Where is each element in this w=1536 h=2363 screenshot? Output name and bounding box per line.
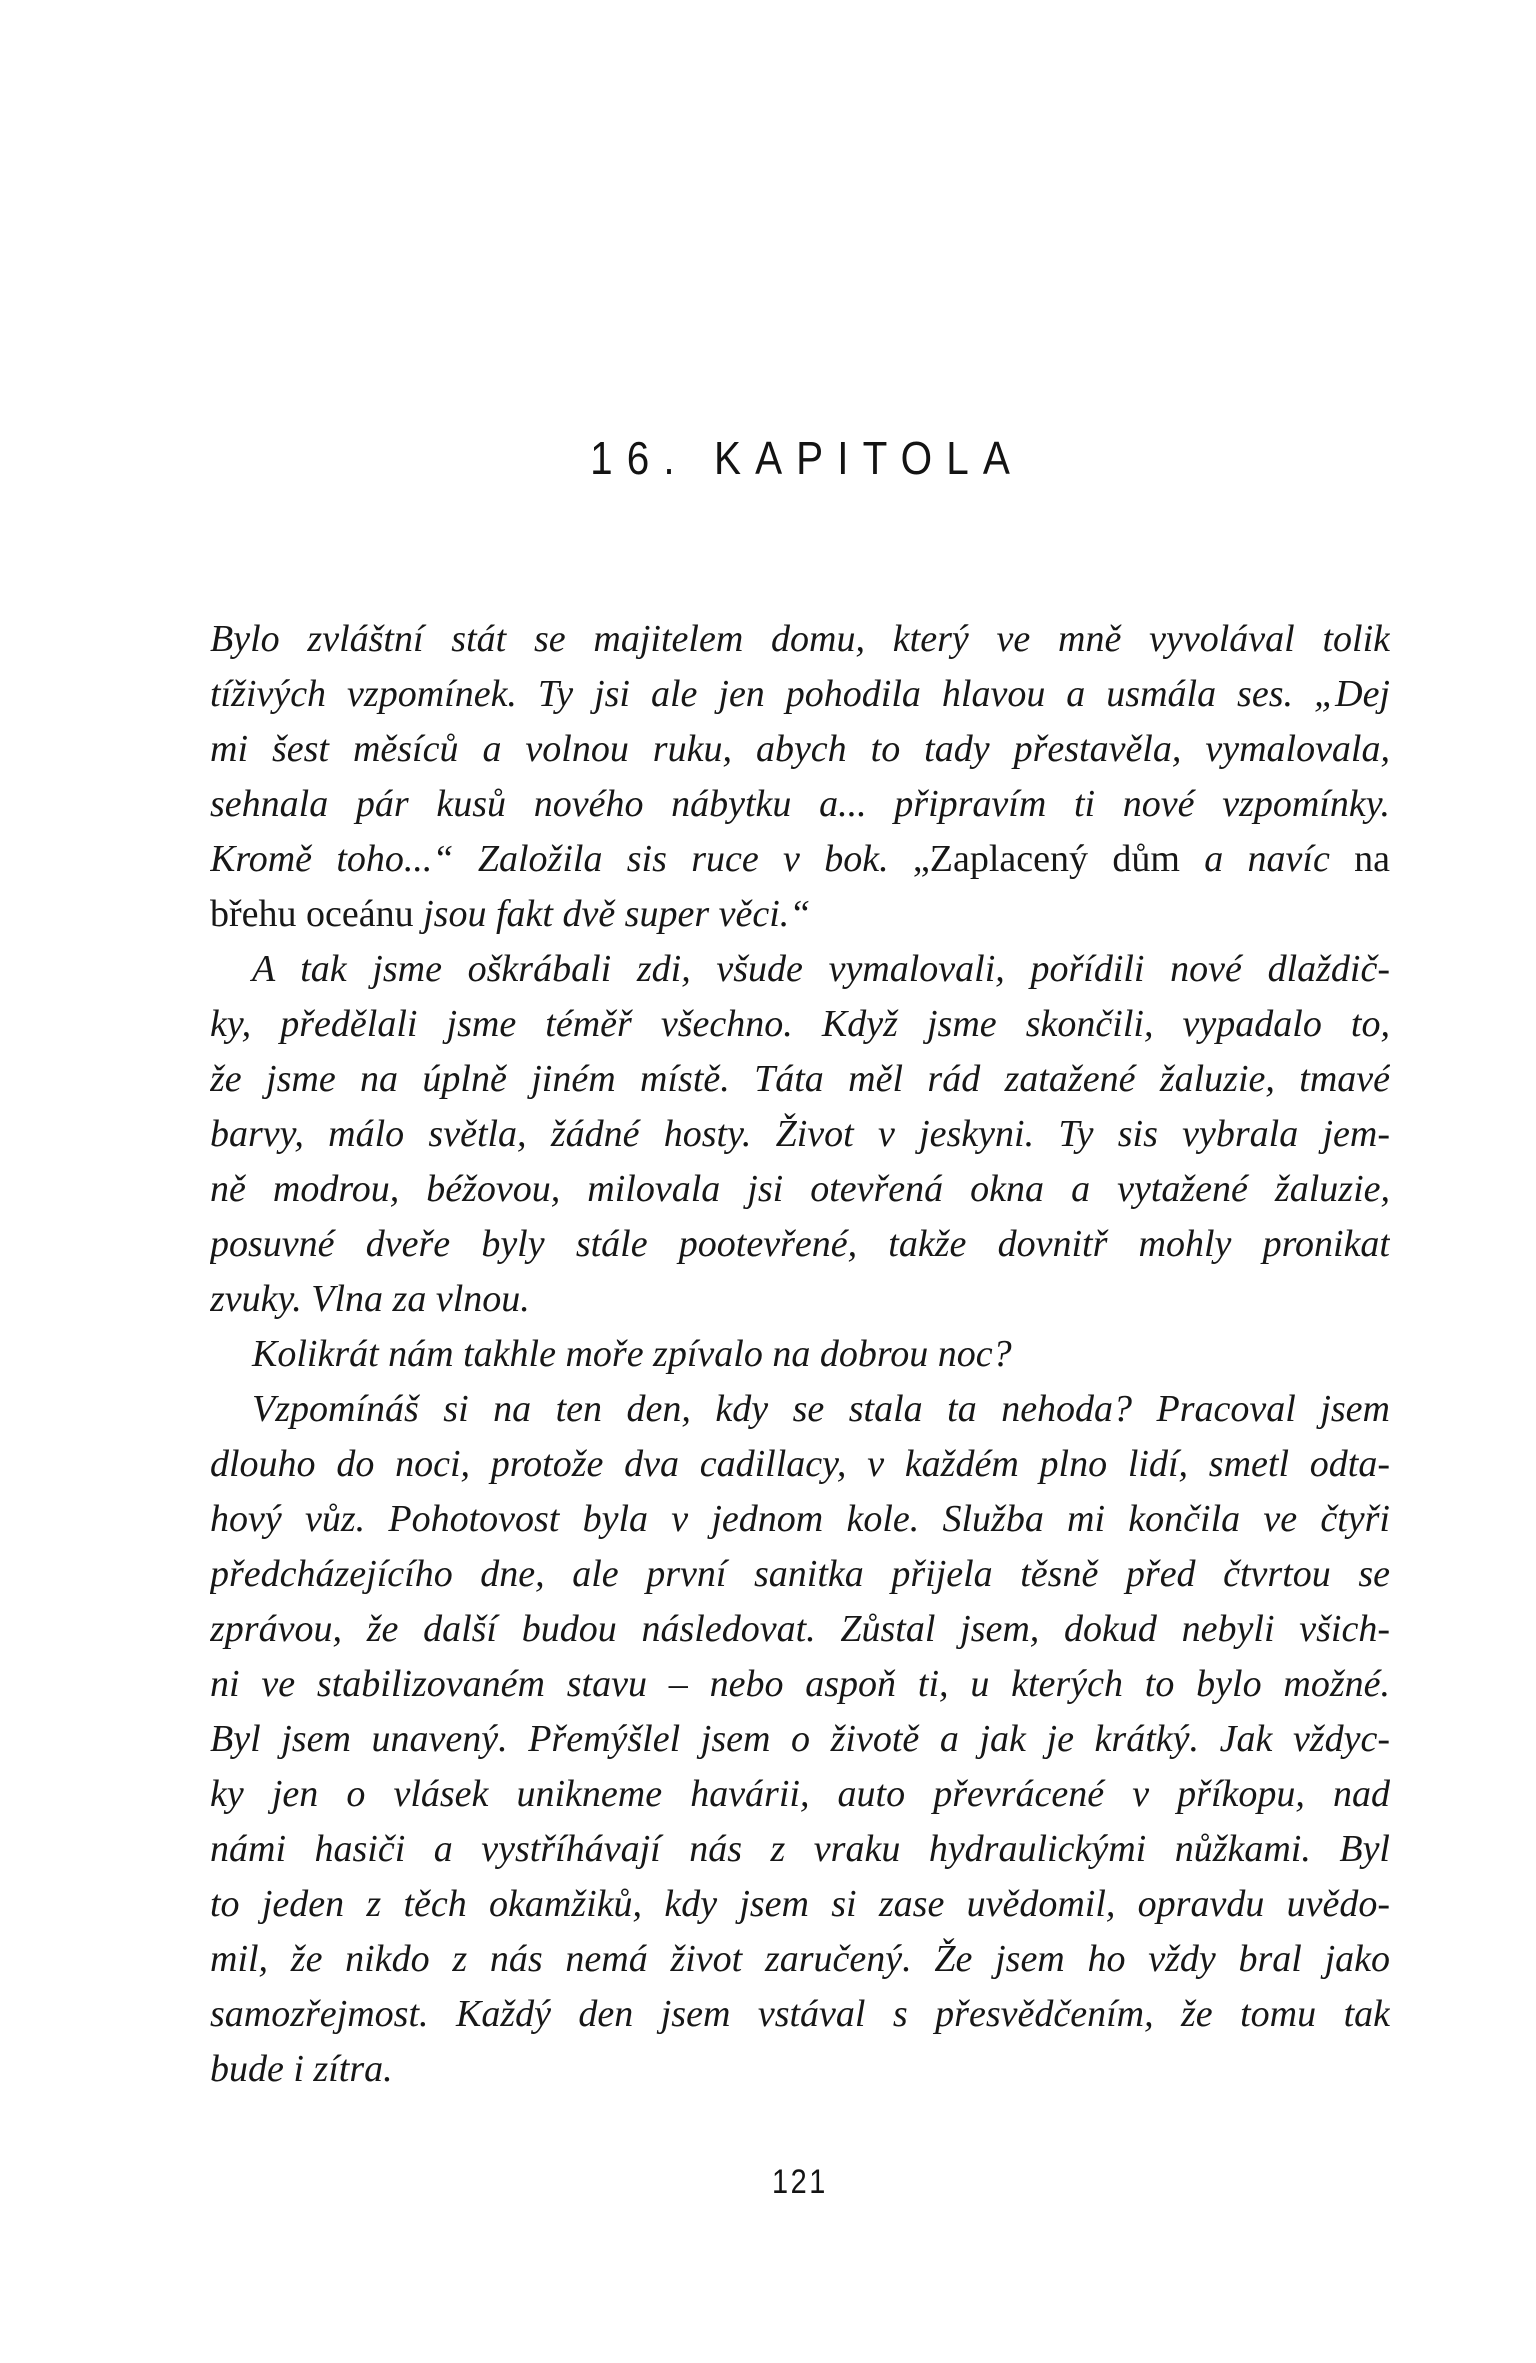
- body-line: [210, 1052, 1390, 1107]
- body-line: [210, 777, 1390, 832]
- body-line: [210, 1382, 1390, 1437]
- italic-text-run: A tak jsme oškrábali zdi, všude vymalovali, pořídili nové dlaždič-: [252, 948, 1390, 990]
- body-line: [210, 1877, 1390, 1932]
- body-line: [210, 1987, 1390, 2042]
- paragraph: [210, 612, 1390, 942]
- paragraph: [210, 1327, 1390, 1382]
- italic-text-run: zvuky. Vlna za vlnou.: [210, 1278, 530, 1320]
- italic-text-run: že jsme na úplně jiném místě. Táta měl rád zatažené žaluzie, tmavé: [210, 1058, 1390, 1100]
- body-line: [210, 1217, 1390, 1272]
- italic-text-run: Vzpomínáš si na ten den, kdy se stala ta nehoda? Pracoval jsem: [252, 1388, 1390, 1430]
- roman-text-run: na: [1354, 838, 1390, 880]
- body-line: [210, 997, 1390, 1052]
- italic-text-run: mil, že nikdo z nás nemá život zaručený. Že jsem ho vždy bral jako: [210, 1938, 1390, 1980]
- body-line: [210, 1932, 1390, 1987]
- paragraph: [210, 1382, 1390, 2097]
- italic-text-run: jsou fakt dvě super věci.“: [423, 893, 811, 935]
- italic-text-run: ky, předělali jsme téměř všechno. Když jsme skončili, vypadalo to,: [210, 1003, 1390, 1045]
- body-line: [210, 1657, 1390, 1712]
- body-line: [210, 1767, 1390, 1822]
- body-line: [210, 1107, 1390, 1162]
- body-line: [210, 722, 1390, 777]
- italic-text-run: námi hasiči a vystříhávají nás z vraku hydraulickými nůžkami. Byl: [210, 1828, 1390, 1870]
- body-line: [210, 1162, 1390, 1217]
- roman-text-run: „Zaplacený dům: [912, 838, 1205, 880]
- body-line: [210, 1822, 1390, 1877]
- italic-text-run: mi šest měsíců a volnou ruku, abych to tady přestavěla, vymalovala,: [210, 728, 1390, 770]
- body-line: [210, 1712, 1390, 1767]
- body-line: [210, 942, 1390, 997]
- body-line: [210, 1272, 1390, 1327]
- body-line: [210, 832, 1390, 887]
- italic-text-run: zprávou, že další budou následovat. Zůstal jsem, dokud nebyli všich-: [210, 1608, 1390, 1650]
- italic-text-run: ni ve stabilizovaném stavu – nebo aspoň ti, u kterých to bylo možné.: [210, 1663, 1390, 1705]
- body-line: [210, 1327, 1390, 1382]
- body-line: [210, 1602, 1390, 1657]
- body-line: [210, 1492, 1390, 1547]
- italic-text-run: ky jen o vlásek unikneme havárii, auto převrácené v příkopu, nad: [210, 1773, 1390, 1815]
- body-text: [210, 612, 1390, 2097]
- italic-text-run: barvy, málo světla, žádné hosty. Život v jeskyni. Ty sis vybrala jem-: [210, 1113, 1390, 1155]
- body-line: [210, 1437, 1390, 1492]
- italic-text-run: tíživých vzpomínek. Ty jsi ale jen pohodila hlavou a usmála ses. „Dej: [210, 673, 1390, 715]
- italic-text-run: ně modrou, béžovou, milovala jsi otevřená okna a vytažené žaluzie,: [210, 1168, 1390, 1210]
- chapter-heading: 16. KAPITOLA: [590, 432, 1024, 484]
- body-line: [210, 1547, 1390, 1602]
- italic-text-run: sehnala pár kusů nového nábytku a... připravím ti nové vzpomínky.: [210, 783, 1390, 825]
- roman-text-run: břehu oceánu: [210, 893, 424, 935]
- italic-text-run: bude i zítra.: [210, 2048, 393, 2090]
- italic-text-run: Kromě toho...“ Založila sis ruce v bok.: [210, 838, 913, 880]
- italic-text-run: Kolikrát nám takhle moře zpívalo na dobrou noc?: [252, 1333, 1012, 1375]
- italic-text-run: to jeden z těch okamžiků, kdy jsem si zase uvědomil, opravdu uvědo-: [210, 1883, 1390, 1925]
- italic-text-run: dlouho do noci, protože dva cadillacy, v každém plno lidí, smetl odta-: [210, 1443, 1390, 1485]
- paragraph: [210, 942, 1390, 1327]
- body-line: [210, 667, 1390, 722]
- italic-text-run: posuvné dveře byly stále pootevřené, takže dovnitř mohly pronikat: [210, 1223, 1390, 1265]
- page-number: 121: [772, 2163, 828, 2201]
- italic-text-run: hový vůz. Pohotovost byla v jednom kole. Služba mi končila ve čtyři: [210, 1498, 1390, 1540]
- body-line: [210, 887, 1390, 942]
- italic-text-run: a navíc: [1204, 838, 1355, 880]
- italic-text-run: předcházejícího dne, ale první sanitka přijela těsně před čtvrtou se: [210, 1553, 1390, 1595]
- italic-text-run: samozřejmost. Každý den jsem vstával s přesvědčením, že tomu tak: [210, 1993, 1390, 2035]
- italic-text-run: Bylo zvláštní stát se majitelem domu, který ve mně vyvolával tolik: [210, 618, 1390, 660]
- italic-text-run: Byl jsem unavený. Přemýšlel jsem o životě a jak je krátký. Jak vždyc-: [210, 1718, 1390, 1760]
- body-line: [210, 612, 1390, 667]
- body-line: [210, 2042, 1390, 2097]
